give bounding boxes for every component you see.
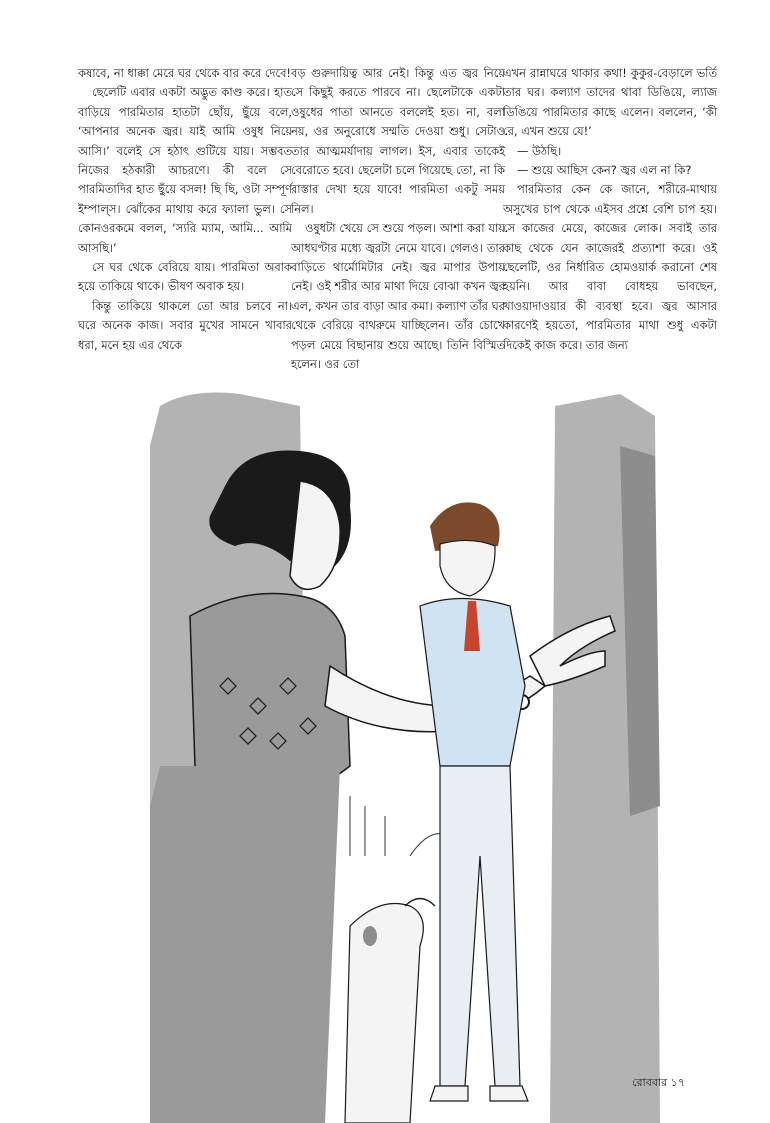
page-folio: রোববার ১৭ <box>632 1076 685 1089</box>
boy-trousers <box>440 766 520 1086</box>
paragraph: কিন্তু তাকিয়ে থাকলে তো আর চলবে না। ঘরে অনেক কাজ। সবার মুখের সামনে খাবার ধরা, মনে হয় এর থেকে <box>78 298 292 352</box>
paragraph: বড় গুরুদায়িত্ব আর নেই। কিন্তু এত জ্বর নিয়ে সে কিছুই করতে পারবে না। ছেলেটাকে একটা ওষুধের পাতা আনতে বললেই হত। না, বলা নয়, ওর অনুরোধে সম্মতি দেওয়া শুধু। সেটাও তার আত্মমর্যাদায় লাগল। ইস, এবার তাকেই বেরোতে হবে। ছেলেটা চলে গিয়েছে তো, না কি রাস্তার দেখা হয়ে যাবে! পারমিতা একটু সময় নিল। <box>291 66 505 216</box>
paragraph: পারমিতার কেন কে জানে, শরীরে-মাথায় অসুখের চাপ থেকে এইসব প্রশ্নে বেশি চাপ হয়। সে কাজের মেয়ে, কাজের লোক। সবাই তার কাছ থেকে যেন কাজেরই প্রত্যাশা করে। ওই ছেলেটি, ওর নির্ধারিত হোমওয়ার্ক করানো শেষ হয়নি। আর বাবা বোধহয় ভাবছেন, খাওয়াদাওয়ার কী ব্যবস্থা হবে। জ্বর আসার কারণেই হয়তো, পারমিতার মাথা শুধু একটা দিকেই কাজ করে। তার জন্য <box>503 182 717 352</box>
boy-figure <box>420 502 528 1101</box>
boy-face <box>440 540 495 596</box>
paragraph: সে ঘর থেকে বেরিয়ে যায়। পারমিতা অবাক হয়ে তাকিয়ে থাকে। ভীষণ অবাক হয়। <box>78 260 292 294</box>
boy-shoes <box>430 1086 528 1101</box>
paragraph: — শুয়ে আছিস কেন? জ্বর এল না কি? <box>517 163 692 178</box>
woman-skirt <box>150 766 340 1123</box>
article-column-2 <box>291 64 505 375</box>
story-illustration <box>150 386 670 1123</box>
article-column-3 <box>503 64 717 355</box>
dog-figure <box>345 899 435 1123</box>
article-column-1 <box>78 64 292 355</box>
paragraph: — উঠছি। <box>517 143 562 158</box>
paragraph: কষাবে, না ধাক্কা মেরে ঘর থেকে বার করে দেবে! <box>78 66 291 80</box>
paragraph: ছেলেটি এবার একটা অদ্ভুত কাণ্ড করে। হাত বাড়িয়ে পারমিতার হাতটা ছোঁয়, ছুঁয়ে বলে, ‘আপনার অনেক জ্বর। যাই আমি ওষুধ নিয়ে আসি।’ বলেই সে হঠাৎ গুটিয়ে যায়। সম্ভবত নিজের হঠকারী আচরণে। কী বলে সে পারমিতাদির হাত ছুঁয়ে বসল! ছি ছি, ওটা সম্পূর্ণ ইম্পাল্‌স। ঝোঁকের মাথায় করে ফ্যালা ভুল। সে কোনওরকমে বলল, ‘স্যরি ম্যাম, আমি... আমি আসছি।’ <box>78 85 292 255</box>
paragraph: এখন রান্নাঘরে থাকার কথা! কুকুর-বেড়ালে ভর্তি তার ঘর। কল্যাণ তাদের থাবা ডিঙিয়ে, ল্যাজ ডিঙিয়ে পারমিতার কাছে এলেন। বললেন, ‘কী রে, এখন শুয়ে যে!’ <box>503 66 717 139</box>
paragraph: ওষুধটা খেয়ে সে শুয়ে পড়ল। আশা করা যায় আধঘণ্টার মধ্যে জ্বরটা নেমে যাবে। গেলও। তার বাড়িতে থার্মোমিটার নেই। জ্বর মাপার উপায় নেই। ওই শরীর আর মাথা দিয়ে বোঝা কখন জ্বর এল, কখন তার বাড়া আর কমা। কল্যাণ তাঁর ঘর থেকে বেরিয়ে বাথরুমে যাচ্ছিলেন। তাঁর চোখে পড়ল মেয়ে বিছানায় শুয়ে আছে। তিনি বিস্মিত হলেন। ওর তো <box>291 221 505 372</box>
